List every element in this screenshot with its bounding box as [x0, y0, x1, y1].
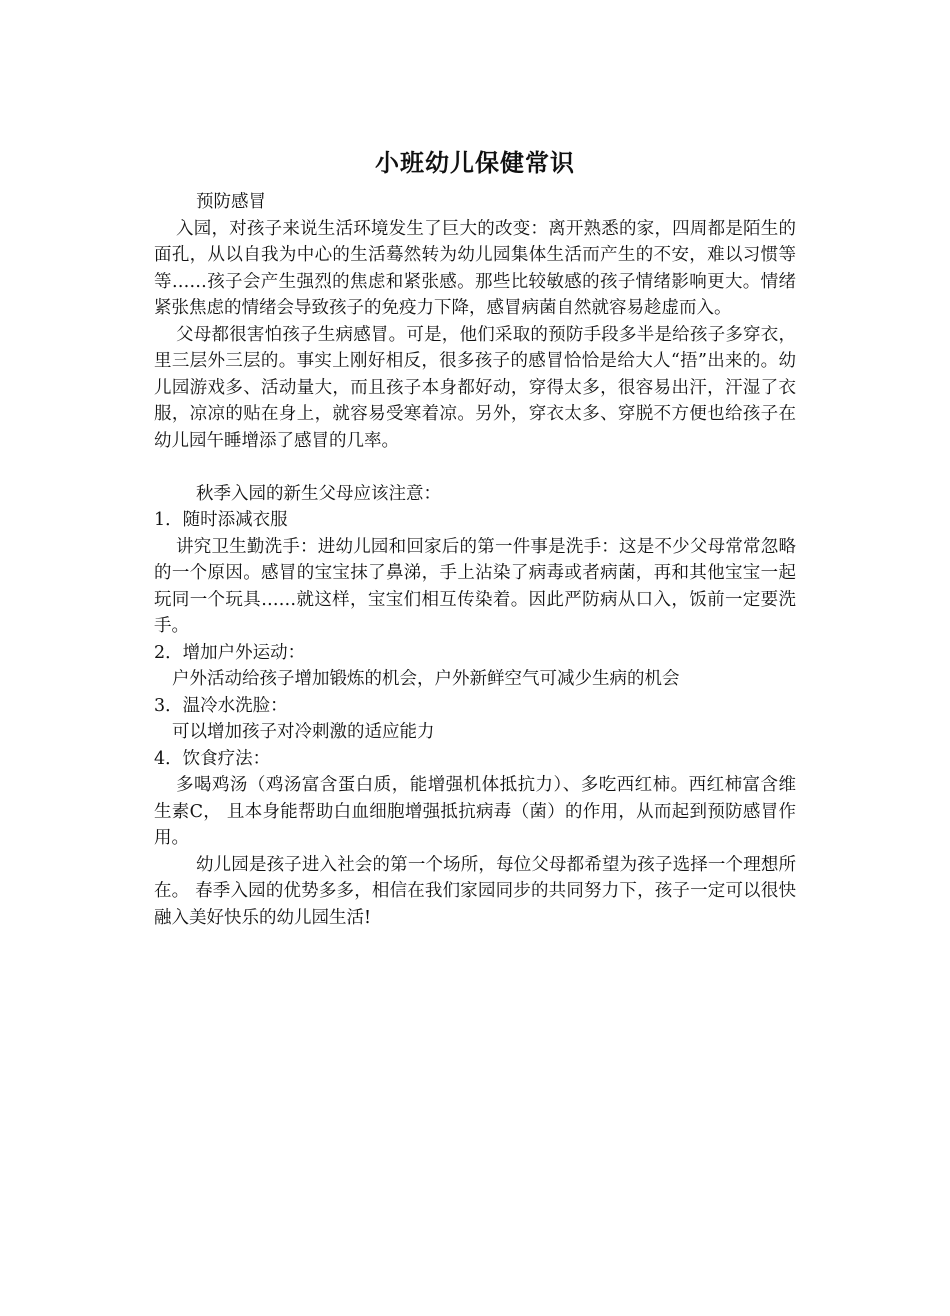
blank-line — [154, 454, 796, 481]
paragraph-entering-kindergarten: 入园，对孩子来说生活环境发生了巨大的改变：离开熟悉的家，四周都是陌生的面孔，从以自我为中心的生活蓦然转为幼儿园集体生活而产生的不安，难以习惯等等……孩子会产生强烈的焦虑和紧张感。那些比较敏感的孩子情绪影响更大。情绪紧张焦虑的情绪会导致孩子的免疫力下降，感冒病菌自然就容易趁虚而入。 — [154, 218, 796, 318]
list-item-3-heading: 3．温冷水洗脸： — [154, 695, 288, 716]
list-item-1-heading: 1．随时添减衣服 — [154, 510, 288, 530]
paragraph-autumn-notice: 秋季入园的新生父母应该注意： — [196, 483, 441, 504]
paragraph-parents-worry: 父母都很害怕孩子生病感冒。可是，他们采取的预防手段多半是给孩子多穿衣，里三层外三层的。事实上刚好相反，很多孩子的感冒恰恰是给大人“捂”出来的。幼儿园游戏多、活动量大，而且孩子本身都好动，穿得太多，很容易出汗，汗湿了衣服，凉凉的贴在身上，就容易受寒着凉。另外，穿衣太多、穿脱不方便也给孩子在幼儿园午睡增添了感冒的几率。 — [154, 324, 796, 451]
list-item-2-heading: 2．增加户外运动： — [154, 642, 306, 663]
paragraph-wash-hands: 讲究卫生勤洗手：进幼儿园和回家后的第一件事是洗手：这是不少父母常常忽略的一个原因。感冒的宝宝抹了鼻涕，手上沾染了病毒或者病菌，再和其他宝宝一起玩同一个玩具……就这样，宝宝们相互传染着。因此严防病从口入，饭前一定要洗手。 — [154, 536, 796, 636]
paragraph-conclusion: 幼儿园是孩子进入社会的第一个场所，每位父母都希望为孩子选择一个理想所在。 春季入园的优势多多，相信在我们家园同步的共同努力下，孩子一定可以很快融入美好快乐的幼儿园生活! — [154, 854, 796, 928]
section-heading-prevent-cold: 预防感冒 — [196, 192, 266, 212]
paragraph-diet: 多喝鸡汤（鸡汤富含蛋白质，能增强机体抵抗力）、多吃西红柿。西红柿富含维生素C， 且本身能帮助白血细胞增强抵抗病毒（菌）的作用，从而起到预防感冒作用。 — [154, 775, 796, 848]
paragraph-cold-water: 可以增加孩子对冷刺激的适应能力 — [172, 722, 435, 742]
document-title: 小班幼儿保健常识 — [375, 149, 575, 177]
list-item-4-heading: 4．饮食疗法： — [154, 748, 271, 769]
document-body — [154, 145, 796, 931]
paragraph-outdoor-activity: 户外活动给孩子增加锻炼的机会，户外新鲜空气可减少生病的机会 — [172, 669, 680, 689]
